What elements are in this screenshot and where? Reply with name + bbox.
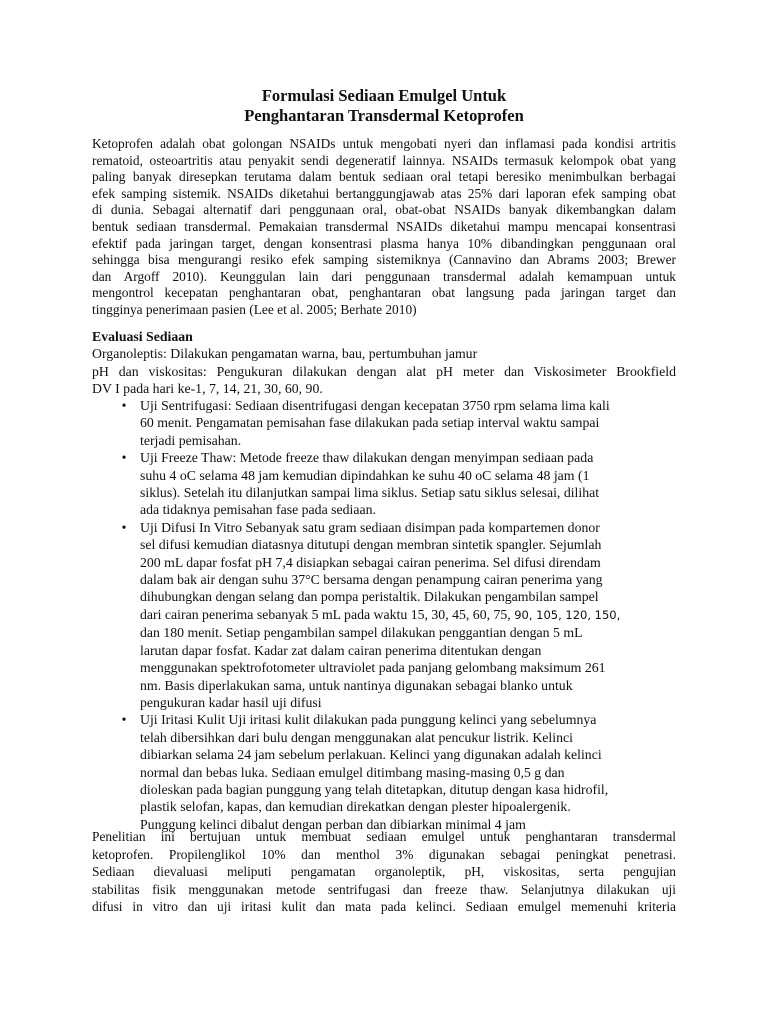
conclusion-line: ketoprofen. Propilenglikol 10% dan menthol 3% digunakan sebagai peningkat penetrasi.: [92, 846, 676, 862]
evaluation-section: [92, 328, 676, 398]
document-title-line-2: Penghantaran Transdermal Ketoprofen: [244, 106, 524, 125]
bullet-line-sampling-times: 90, 105, 120, 150,: [514, 607, 621, 622]
conclusion-line: Penelitian ini bertujuan untuk membuat sediaan emulgel untuk penghantaran transdermal: [92, 829, 676, 844]
intro-line: tingginya penerimaan pasien (Lee et al. 2005; Berhate 2010): [92, 301, 417, 317]
bullet-line: dibiarkan selama 24 jam sebelum perlakuan. Kelinci yang digunakan adalah kelinci: [140, 747, 602, 763]
conclusion-line: stabilitas fisik menggunakan metode sentrifugasi dan freeze thaw. Selanjutnya dilakukan uji: [92, 881, 676, 897]
intro-line: efektif pada jaringan target, dengan konsentrasi plasma hanya 10% dibandingkan penggunaan oral: [92, 235, 676, 251]
intro-line: rematoid, osteoartritis atau penyakit sendi degeneratif lainnya. NSAIDs termasuk kelompok obat yang: [92, 152, 676, 168]
bullet-line: suhu 4 oC selama 48 jam kemudian dipindahkan ke suhu 40 oC selama 48 jam (1: [140, 467, 590, 483]
evaluation-heading: Evaluasi Sediaan: [92, 329, 193, 344]
bullet-line: 200 mL dapar fosfat pH 7,4 disiapkan sebagai cairan penerima. Sel difusi direndam: [140, 554, 601, 570]
conclusion-line: difusi in vitro dan uji iritasi kulit dan mata pada kelinci. Sediaan emulgel memenuhi kriteria: [92, 899, 676, 914]
bullet-item-sentrifugasi: [92, 397, 676, 449]
bullet-line: Uji Iritasi Kulit Uji iritasi kulit dilakukan pada punggung kelinci yang sebelumnya: [140, 712, 597, 728]
conclusion-line: Sediaan dievaluasi meliputi pengamatan organoleptik, pH, viskositas, serta pengujian: [92, 864, 676, 879]
bullet-line: dan 180 menit. Setiap pengambilan sampel dilakukan penggantian dengan 5 mL: [140, 625, 583, 641]
bullet-line: terjadi pemisahan.: [140, 432, 242, 448]
bullet-icon: •: [121, 398, 127, 413]
intro-line: paling banyak diresepkan terutama dalam bentuk sediaan oral tetapi beresiko menimbulkan berbagai: [92, 169, 676, 185]
intro-line: efek samping sistemik. NSAIDs diketahui bertanggungjawab atas 25% dari laporan efek samping obat: [92, 185, 676, 201]
bullet-line: dihubungkan dengan selang dan pompa peristaltik. Dilakukan pengambilan sampel: [140, 589, 599, 605]
evaluation-line: pH dan viskositas: Pengukuran dilakukan dengan alat pH meter dan Viskosimeter Brookfield: [92, 363, 676, 379]
bullet-line: Uji Difusi In Vitro Sebanyak satu gram sediaan disimpan pada kompartemen donor: [140, 519, 600, 535]
bullet-line: telah dibersihkan dari bulu dengan menggunakan alat pencukur listrik. Kelinci: [140, 729, 573, 745]
bullet-line: siklus). Setelah itu dilanjutkan sampai lima siklus. Setiap satu siklus selesai, dilihat: [140, 485, 600, 501]
bullet-line: menggunakan spektrofotometer ultraviolet pada panjang gelombang maksimum 261: [140, 660, 606, 676]
intro-line: mengontrol kecepatan penghantaran obat, penghantaran obat langsung pada jaringan target dan: [92, 285, 676, 301]
bullet-icon: •: [121, 712, 127, 728]
evaluation-bullet-list: [92, 397, 676, 833]
bullet-line: sel difusi kemudian diatasnya ditutupi dengan membran sintetik spangler. Sejumlah: [140, 537, 602, 553]
bullet-item-difusi-in-vitro: [92, 519, 676, 711]
intro-line: di dunia. Sebagai alternatif dari penggunaan oral, obat-obat NSAIDs banyak dikembangkan dalam: [92, 202, 676, 218]
bullet-line: nm. Basis diperlakukan sama, untuk nantinya digunakan sebagai blanko untuk: [140, 677, 573, 693]
document-title-line-1: Formulasi Sediaan Emulgel Untuk: [261, 86, 507, 105]
bullet-line-text: dari cairan penerima sebanyak 5 mL pada waktu 15, 30, 45, 60, 75,: [140, 606, 515, 622]
evaluation-line: Organoleptis: Dilakukan pengamatan warna, bau, pertumbuhan jamur: [92, 346, 478, 362]
intro-line: bentuk sediaan transdermal. Pemakaian transdermal NSAIDs diketahui mampu mencapai konsentrasi: [92, 218, 676, 234]
intro-line: dan Argoff 2010). Keunggulan lain dari penggunaan transdermal adalah kemampuan untuk: [92, 268, 676, 284]
intro-line: sehingga bisa mengurangi resiko efek samping sistemiknya (Cannavino dan Abrams 2003; Brewer: [92, 252, 676, 268]
bullet-line: dioleskan pada bagian punggung yang telah ditetapkan, ditutup dengan kasa hidrofil,: [140, 781, 609, 797]
bullet-line: pengukuran kadar hasil uji difusi: [140, 694, 322, 710]
bullet-icon: •: [121, 519, 127, 535]
bullet-item-iritasi-kulit: [92, 711, 676, 833]
intro-line: Ketoprofen adalah obat golongan NSAIDs untuk mengobati nyeri dan inflamasi pada kondisi artritis: [92, 136, 676, 151]
bullet-line: larutan dapar fosfat. Kadar zat dalam cairan penerima ditentukan dengan: [140, 642, 542, 658]
bullet-line: ada tidaknya pemisahan fase pada sediaan.: [140, 502, 376, 518]
bullet-line: dalam bak air dengan suhu 37°C bersama dengan penampung cairan penerima yang: [140, 572, 603, 588]
bullet-line-mixed: [140, 606, 676, 624]
bullet-item-freeze-thaw: [92, 449, 676, 519]
bullet-line: Uji Sentrifugasi: Sediaan disentrifugasi dengan kecepatan 3750 rpm selama lima kali: [140, 398, 610, 413]
bullet-line: Punggung kelinci dibalut dengan perban dan dibiarkan minimal 4 jam: [140, 816, 526, 832]
bullet-line: Uji Freeze Thaw: Metode freeze thaw dilakukan dengan menyimpan sediaan pada: [140, 450, 594, 466]
bullet-line: plastik selofan, kapas, dan kemudian direkatkan dengan plester hipoalergenik.: [140, 799, 571, 815]
bullet-line: normal dan bebas luka. Sediaan emulgel ditimbang masing-masing 0,5 g dan: [140, 764, 565, 780]
bullet-line: 60 menit. Pengamatan pemisahan fase dilakukan pada setiap interval waktu sampai: [140, 415, 600, 431]
bullet-icon: •: [121, 450, 127, 466]
conclusion-paragraph: [92, 828, 676, 916]
evaluation-line: DV I pada hari ke-1, 7, 14, 21, 30, 60, 90.: [92, 381, 323, 397]
intro-paragraph: [92, 136, 676, 319]
